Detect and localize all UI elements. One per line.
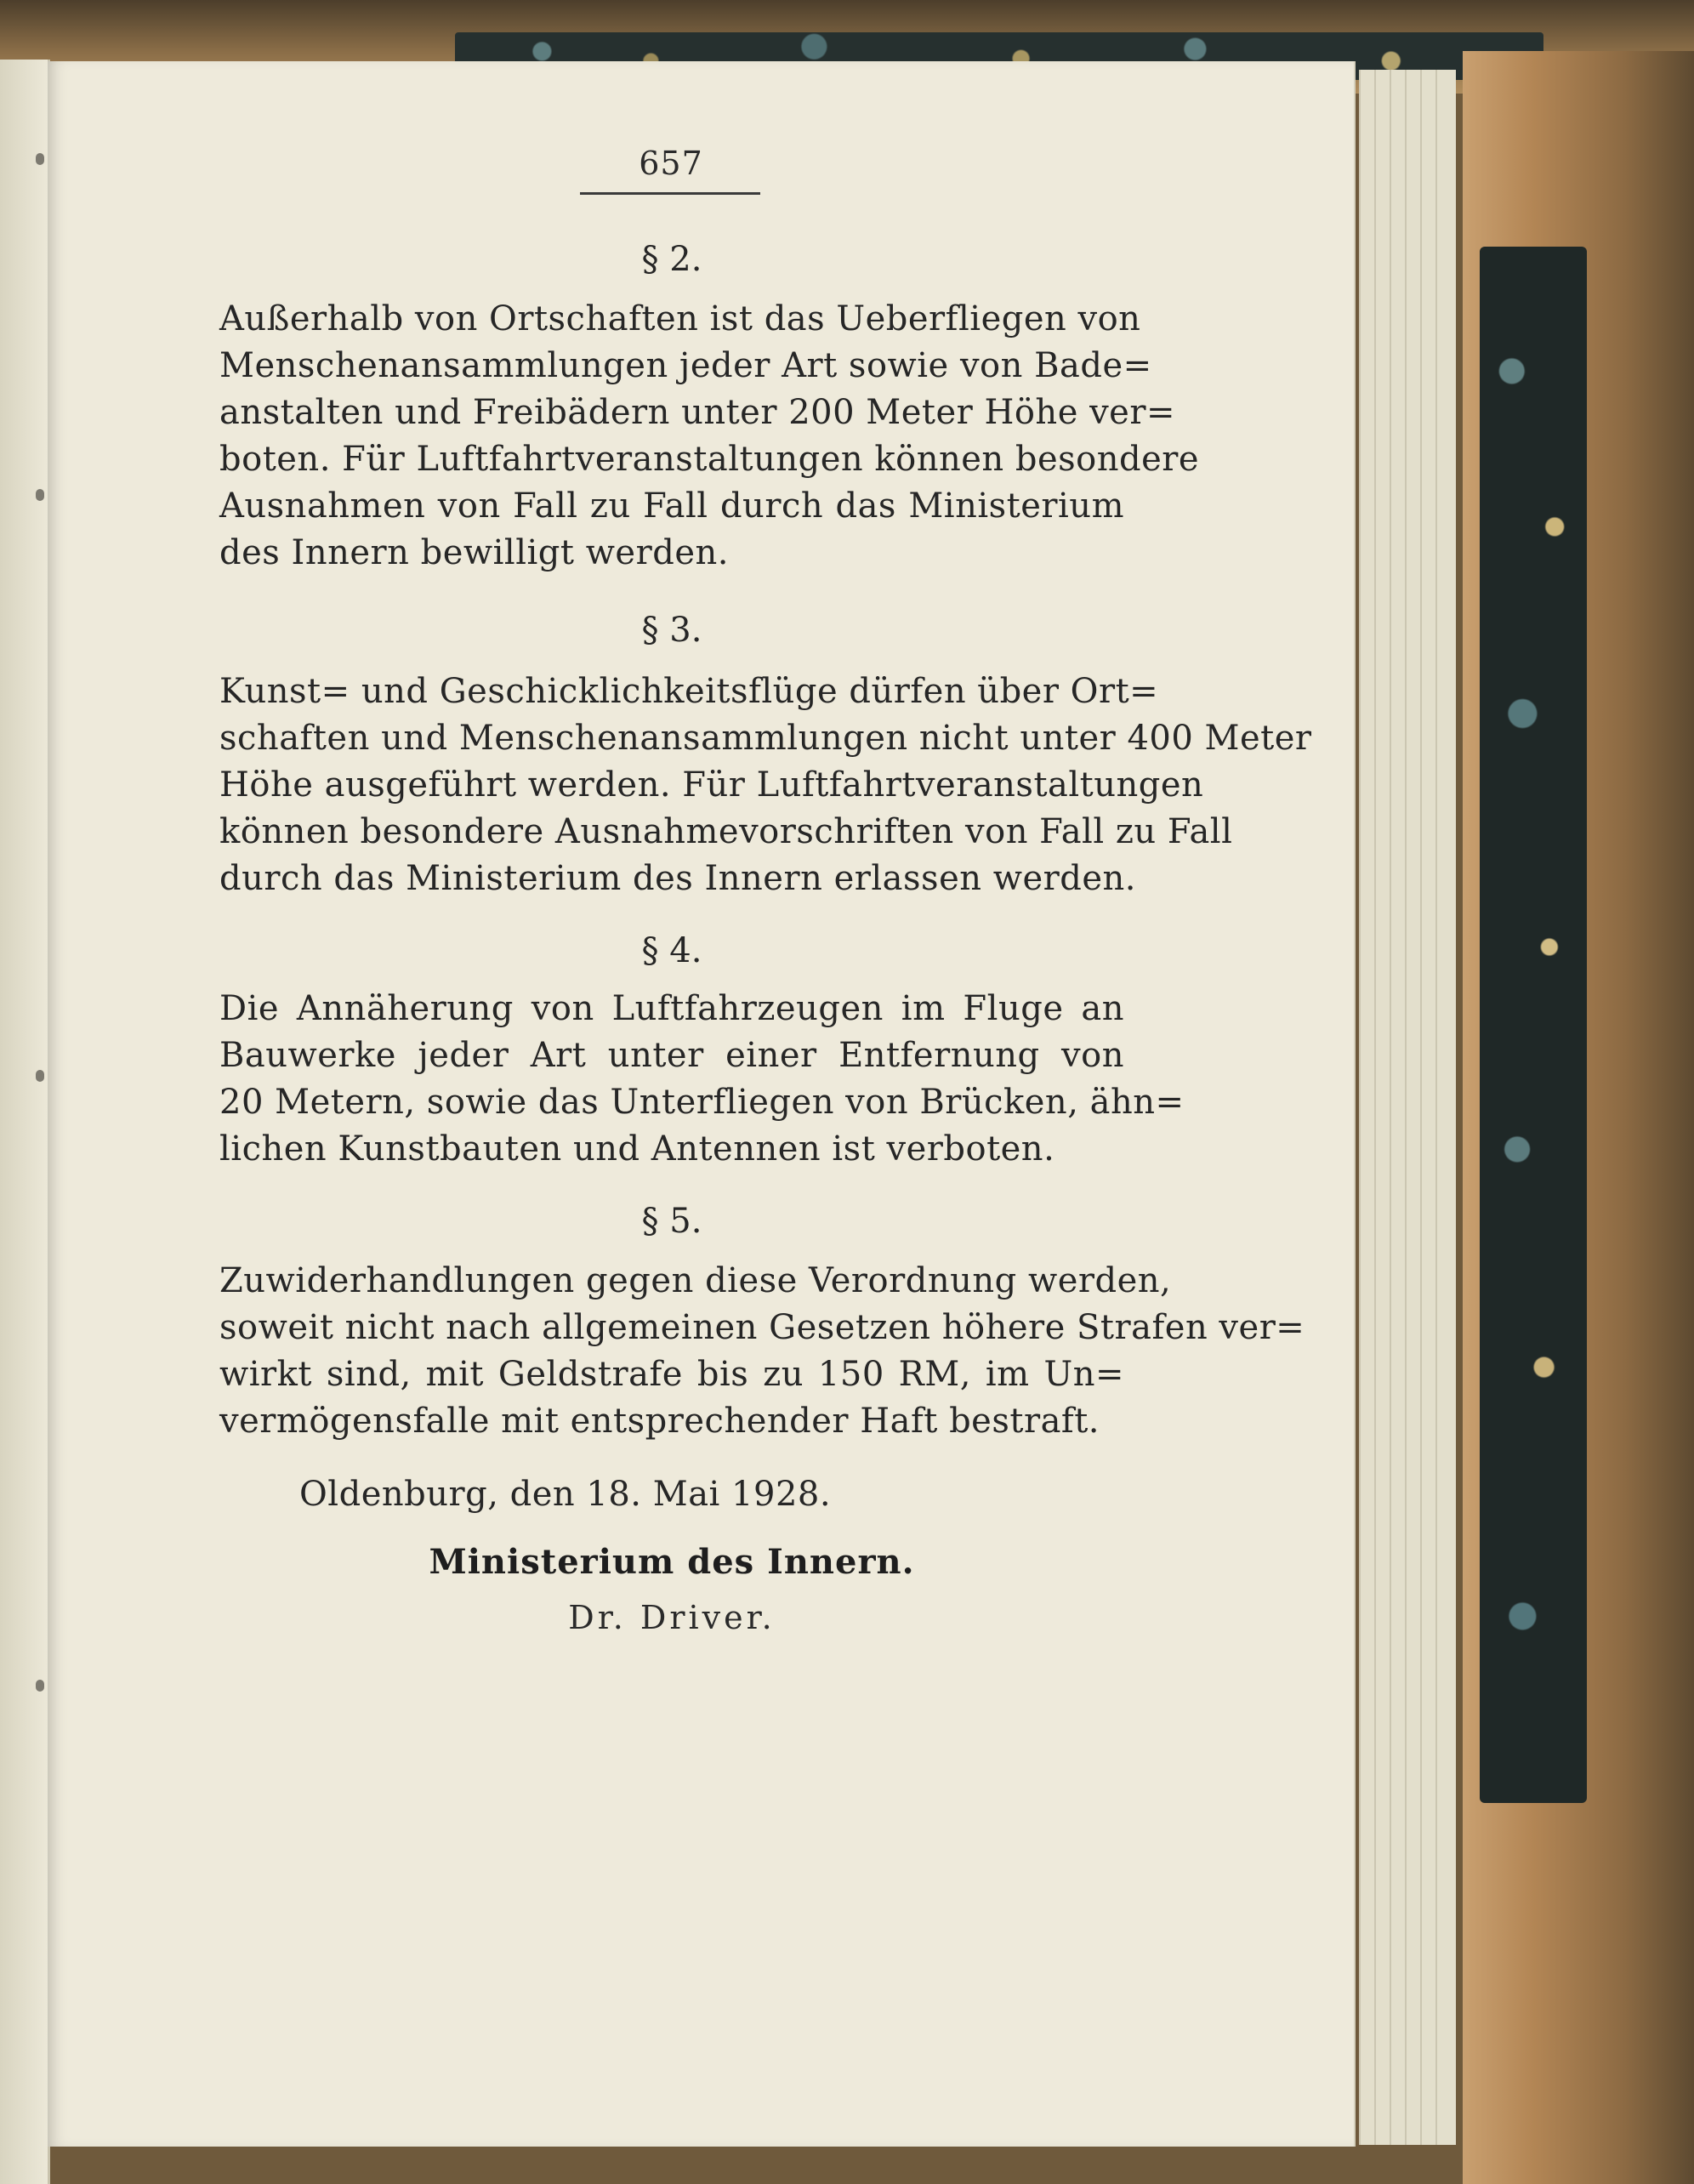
binding-stitch — [36, 1680, 44, 1692]
paragraph-line: Menschenansammlungen jeder Art sowie von Bade= — [219, 346, 1152, 385]
paragraph-line: Zuwiderhandlungen gegen diese Verordnung werden, — [219, 1261, 1172, 1300]
section-heading: § 3. — [641, 611, 702, 650]
binding-stitch — [36, 489, 44, 501]
issuing-authority: Ministerium des Innern. — [429, 1542, 915, 1582]
paragraph-line: vermögensfalle mit entsprechender Haft bestraft. — [219, 1402, 1100, 1441]
paragraph-line: schaften und Menschenansammlungen nicht unter 400 Meter — [219, 719, 1312, 758]
paragraph-line: Die Annäherung von Luftfahrzeugen im Fluge an — [219, 989, 1124, 1028]
page-number: 657 — [639, 145, 703, 182]
paragraph-line: Bauwerke jeder Art unter einer Entfernung von — [219, 1036, 1124, 1075]
paragraph-line: soweit nicht nach allgemeinen Gesetzen höhere Strafen ver= — [219, 1308, 1305, 1347]
paragraph-line: Außerhalb von Ortschaften ist das Ueberfliegen von — [219, 299, 1141, 338]
paragraph-line: lichen Kunstbauten und Antennen ist verboten. — [219, 1129, 1055, 1169]
section-heading: § 5. — [641, 1202, 702, 1241]
binding-stitch — [36, 1070, 44, 1082]
paragraph-line: Kunst= und Geschicklichkeitsflüge dürfen über Ort= — [219, 672, 1159, 711]
paragraph-line: anstalten und Freibädern unter 200 Meter Höhe ver= — [219, 393, 1175, 432]
paragraph-line: Höhe ausgeführt werden. Für Luftfahrtveranstaltungen — [219, 765, 1204, 805]
marbled-cover-right — [1480, 247, 1587, 1803]
paragraph-line: boten. Für Luftfahrtveranstaltungen können besondere — [219, 440, 1200, 479]
binding-stitch — [36, 153, 44, 165]
paragraph-line: des Innern bewilligt werden. — [219, 533, 729, 572]
paragraph-line: 20 Metern, sowie das Unterfliegen von Brücken, ähn= — [219, 1083, 1185, 1122]
paragraph-line: können besondere Ausnahmevorschriften von Fall zu Fall — [219, 812, 1233, 851]
paragraph-line: Ausnahmen von Fall zu Fall durch das Ministerium — [219, 486, 1124, 526]
section-heading: § 2. — [641, 240, 702, 279]
page-edge-stack — [1435, 70, 1456, 2145]
paragraph-line: wirkt sind, mit Geldstrafe bis zu 150 RM, im Un= — [219, 1355, 1124, 1394]
page-number-rule — [580, 192, 760, 195]
section-heading: § 4. — [641, 931, 702, 970]
paragraph-line: durch das Ministerium des Innern erlassen werden. — [219, 859, 1136, 898]
left-page-edge — [0, 60, 50, 2184]
date-line: Oldenburg, den 18. Mai 1928. — [299, 1475, 832, 1514]
signature: Dr. Driver. — [568, 1599, 776, 1636]
